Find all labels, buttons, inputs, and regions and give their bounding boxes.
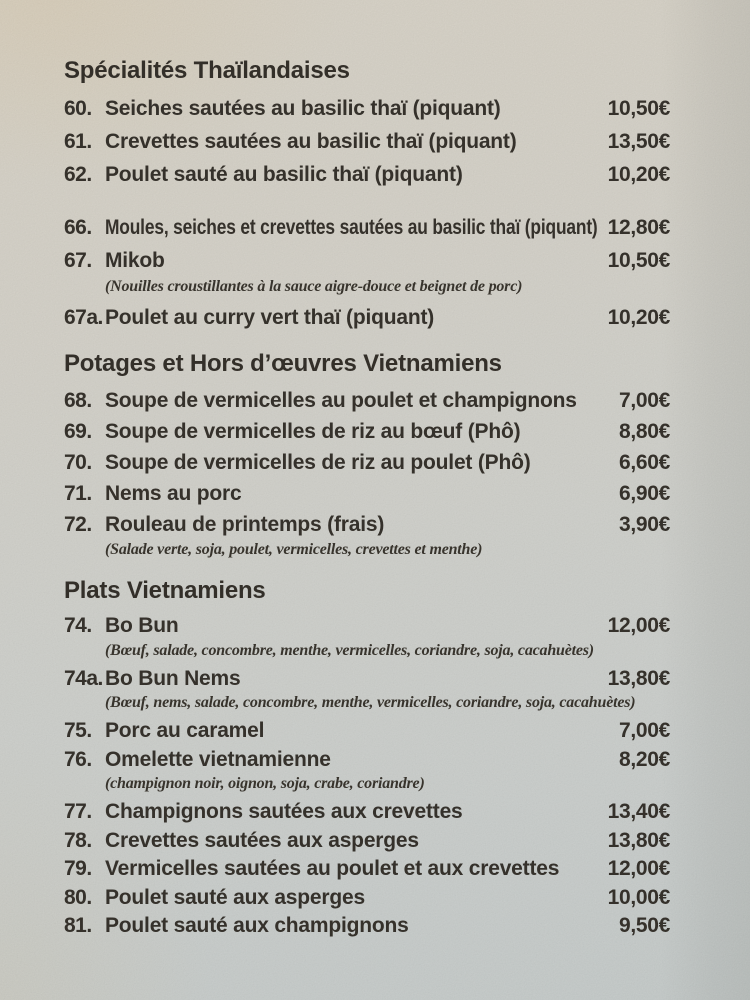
item-number: 74. (64, 614, 92, 637)
item-note (105, 539, 670, 561)
menu-item-row (64, 509, 670, 540)
item-number: 75. (64, 719, 92, 742)
item-price: 7,00€ (618, 389, 670, 412)
item-number: 67a. (64, 306, 103, 329)
group-gap (64, 191, 670, 211)
section-rows (64, 385, 670, 561)
item-name-wrap (105, 855, 602, 884)
item-number: 81. (64, 914, 92, 937)
item-number: 79. (64, 857, 92, 880)
item-number: 67. (64, 249, 92, 272)
item-note (105, 276, 670, 298)
item-price: 13,80€ (607, 666, 670, 690)
item-name-wrap (105, 884, 602, 913)
menu-item-row (64, 416, 670, 447)
menu-item-row (64, 125, 670, 158)
item-name: Poulet sauté aux champignons (105, 914, 409, 937)
item-name: Nems au porc (105, 482, 242, 505)
item-name-wrap (105, 385, 613, 416)
item-name-wrap (105, 158, 602, 191)
item-price: 12,00€ (607, 614, 670, 637)
section-rows (64, 612, 670, 941)
item-note (105, 773, 670, 795)
item-number: 78. (64, 828, 92, 852)
item-note-text: (champignon noir, oignon, soja, crabe, coriandre) (105, 775, 425, 792)
item-name-wrap (105, 244, 602, 277)
item-price: 8,80€ (618, 420, 670, 443)
item-number: 76. (64, 747, 92, 771)
item-name: Soupe de vermicelles au poulet et champignons (105, 389, 577, 412)
item-price: 13,40€ (607, 800, 670, 823)
item-name-wrap (105, 301, 602, 334)
item-note-text: (Bœuf, nems, salade, concombre, menthe, vermicelles, coriandre, soja, cacahuètes) (105, 694, 636, 711)
item-number: 74a. (64, 666, 103, 690)
item-price: 6,60€ (618, 451, 670, 474)
menu-item-row (64, 912, 670, 941)
menu-item-row (64, 244, 670, 277)
item-price: 12,00€ (607, 857, 670, 880)
item-number: 71. (64, 482, 92, 505)
item-price: 12,80€ (607, 216, 670, 239)
item-note-text: (Salade verte, soja, poulet, vermicelles, crevettes et menthe) (105, 541, 483, 558)
section-rows (64, 92, 670, 334)
item-name: Crevettes sautées aux asperges (105, 828, 419, 852)
item-name-wrap (105, 746, 613, 775)
item-number: 60. (64, 97, 92, 120)
item-name: Seiches sautées au basilic thaï (piquant) (105, 97, 501, 120)
menu-item-row (64, 478, 670, 509)
item-name-wrap (105, 912, 613, 941)
item-name-wrap (105, 509, 613, 540)
item-name-wrap (105, 125, 602, 158)
section-heading: Spécialités Thaïlandaises (64, 57, 350, 84)
menu-section (64, 349, 670, 561)
section-heading: Plats Vietnamiens (64, 577, 266, 604)
item-note-text: (Bœuf, salade, concombre, menthe, vermicelles, coriandre, soja, cacahuètes) (105, 641, 594, 659)
item-price: 13,80€ (607, 828, 670, 852)
menu-item-row (64, 301, 670, 334)
item-name: Poulet au curry vert thaï (piquant) (105, 306, 435, 329)
menu-item-row (64, 92, 670, 125)
item-price: 13,50€ (607, 130, 670, 153)
menu-item-row (64, 211, 670, 244)
menu-item-row (64, 884, 670, 913)
menu-item-row (64, 385, 670, 416)
item-number: 80. (64, 885, 92, 909)
item-number: 66. (64, 216, 92, 239)
menu-item-row (64, 612, 670, 641)
item-name-wrap (105, 612, 602, 641)
menu-item-row (64, 827, 670, 856)
item-name: Bo Bun (105, 614, 179, 637)
item-note (105, 692, 670, 714)
item-name: Crevettes sautées au basilic thaï (piquant) (105, 130, 517, 153)
item-name: Soupe de vermicelles de riz au poulet (Phô) (105, 451, 531, 474)
menu-item-row (64, 158, 670, 191)
item-name-wrap (105, 447, 613, 478)
item-name-wrap (105, 717, 613, 746)
item-number: 62. (64, 163, 92, 186)
item-name-wrap (105, 211, 602, 244)
section-heading: Potages et Hors d’œuvres Vietnamiens (64, 350, 502, 377)
item-name: Vermicelles sautées au poulet et aux crevettes (105, 857, 560, 880)
menu-item-row (64, 855, 670, 884)
item-name-wrap (105, 92, 602, 125)
item-price: 6,90€ (618, 482, 670, 505)
menu-content (64, 56, 670, 956)
item-name-wrap (105, 665, 602, 694)
menu-section (64, 576, 670, 941)
item-price: 10,20€ (607, 306, 670, 329)
item-name: Rouleau de printemps (frais) (105, 513, 385, 536)
item-number: 70. (64, 451, 92, 474)
item-note (105, 640, 670, 662)
item-price: 8,20€ (618, 747, 670, 771)
item-name-wrap (105, 416, 613, 447)
item-name: Bo Bun Nems (105, 666, 241, 690)
item-name-wrap (105, 798, 602, 827)
menu-item-row (64, 665, 670, 694)
menu-item-row (64, 798, 670, 827)
item-price: 9,50€ (618, 914, 670, 937)
item-name: Moules, seiches et crevettes sautées au basilic thaï (piquant) (105, 216, 598, 239)
item-name: Mikob (105, 249, 165, 272)
item-price: 3,90€ (618, 513, 670, 536)
item-number: 77. (64, 800, 92, 823)
menu-item-row (64, 746, 670, 775)
item-name: Soupe de vermicelles de riz au bœuf (Phô) (105, 420, 521, 443)
item-number: 61. (64, 130, 92, 153)
item-number: 69. (64, 420, 92, 443)
item-price: 10,20€ (607, 163, 670, 186)
item-name: Champignons sautées aux crevettes (105, 800, 463, 823)
item-name: Poulet sauté au basilic thaï (piquant) (105, 163, 463, 186)
menu-section (64, 56, 670, 334)
menu-item-row (64, 717, 670, 746)
item-price: 10,00€ (607, 885, 670, 909)
item-name-wrap (105, 478, 613, 509)
item-note-text: (Nouilles croustillantes à la sauce aigre-douce et beignet de porc) (105, 278, 523, 295)
item-number: 68. (64, 389, 92, 412)
item-name: Poulet sauté aux asperges (105, 885, 365, 909)
item-price: 10,50€ (607, 249, 670, 272)
item-price: 7,00€ (618, 719, 670, 742)
item-number: 72. (64, 513, 92, 536)
item-name: Omelette vietnamienne (105, 747, 331, 771)
item-price: 10,50€ (607, 97, 670, 120)
item-name-wrap (105, 827, 602, 856)
item-name: Porc au caramel (105, 719, 265, 742)
menu-item-row (64, 447, 670, 478)
